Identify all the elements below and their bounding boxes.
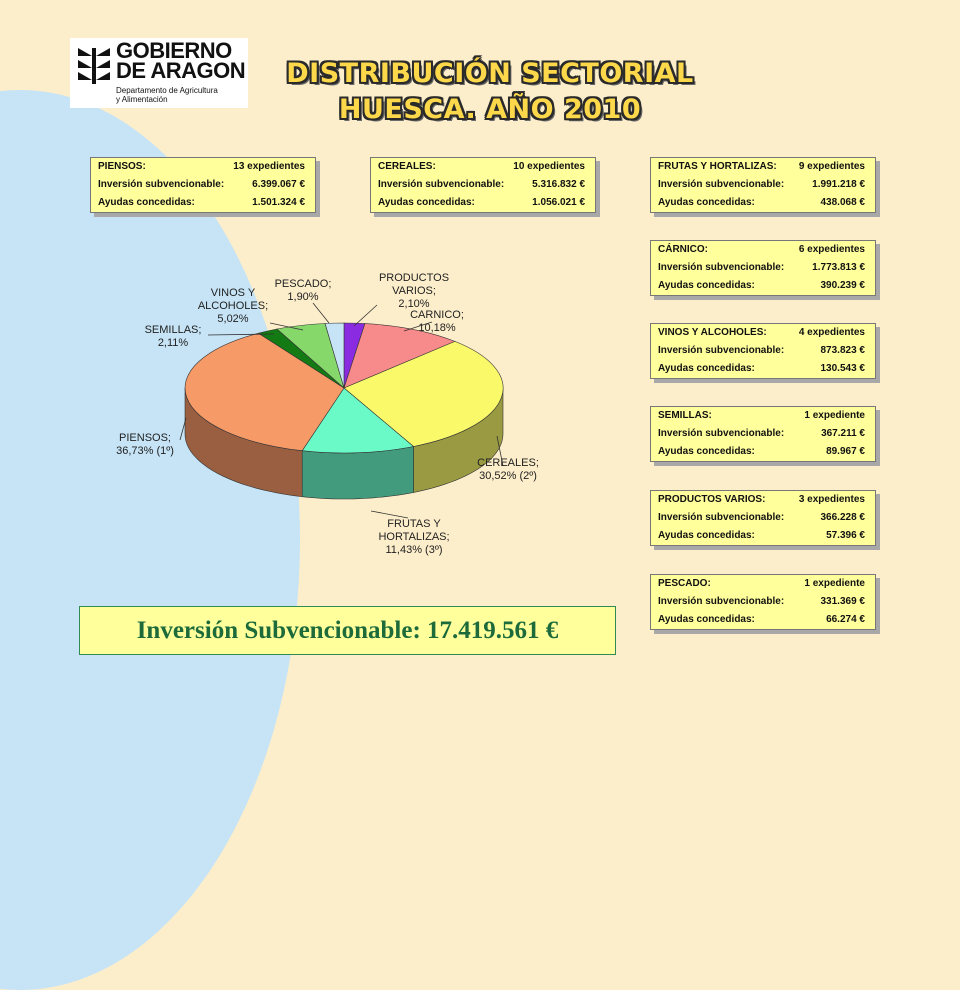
pie-leader-line-3: [371, 511, 408, 518]
card-inv-value: 366.228 €: [820, 512, 865, 523]
card-carnico: [650, 240, 876, 296]
logo-line-4: y Alimentación: [116, 95, 168, 104]
pie-label-line: CARNICO;: [410, 309, 464, 321]
pie-label-line: 2,11%: [157, 337, 189, 349]
pie-label-7: [275, 278, 332, 303]
pie-label-6: [198, 287, 268, 325]
card-aid-value: 66.274 €: [826, 614, 865, 625]
card-aid-value: 1.056.021 €: [532, 197, 585, 208]
card-name: PIENSOS:: [98, 161, 146, 172]
pie-label-line: CEREALES;: [477, 457, 539, 469]
pie-label-line: 30,52% (2º): [479, 470, 537, 482]
card-name: VINOS Y ALCOHOLES:: [658, 327, 767, 338]
pie-label-line: 10,18%: [418, 322, 456, 334]
card-count: 6 expedientes: [798, 244, 865, 255]
total-investment: Inversión Subvencionable: 17.419.561 €: [79, 606, 616, 655]
card-count: 9 expedientes: [798, 161, 865, 172]
logo-line-1: GOBIERNO: [116, 38, 232, 63]
pie-leader-line-7: [313, 303, 329, 323]
pie-leader-line-0: [354, 305, 377, 326]
card-aid-label: Ayudas concedidas:: [658, 197, 755, 208]
pie-label-line: FRUTAS Y: [387, 518, 441, 530]
card-aid-value: 390.239 €: [820, 280, 865, 291]
pie-label-4: [116, 432, 174, 457]
card-aid-label: Ayudas concedidas:: [658, 280, 755, 291]
pie-label-2: [477, 457, 539, 482]
card-aid-value: 438.068 €: [820, 197, 865, 208]
pie-label-line: PIENSOS;: [119, 432, 171, 444]
card-inv-label: Inversión subvencionable:: [658, 179, 785, 190]
pie-label-1: [410, 309, 464, 334]
card-vinos-alcoholes: [650, 323, 876, 379]
card-inv-value: 6.399.067 €: [252, 179, 305, 190]
pie-label-line: 5,02%: [217, 313, 249, 325]
pie-tops: [185, 323, 503, 453]
pie-label-5: [145, 324, 202, 349]
pie-label-line: HORTALIZAS;: [378, 531, 450, 543]
card-frutas-hortalizas: [650, 157, 876, 213]
card-count: 1 expediente: [804, 410, 865, 421]
pie-label-line: SEMILLAS;: [144, 324, 202, 336]
card-inv-label: Inversión subvencionable:: [658, 262, 785, 273]
card-inv-label: Inversión subvencionable:: [658, 596, 785, 607]
card-inv-label: Inversión subvencionable:: [98, 179, 225, 190]
card-count: 3 expedientes: [798, 494, 865, 505]
card-aid-label: Ayudas concedidas:: [658, 446, 755, 457]
aragon-logo-icon: [76, 44, 112, 88]
gobierno-aragon-logo: [70, 38, 248, 108]
card-inv-value: 5.316.832 €: [532, 179, 585, 190]
pie-label-line: 11,43% (3º): [385, 544, 443, 556]
pie-label-3: [378, 518, 449, 556]
card-aid-label: Ayudas concedidas:: [98, 197, 195, 208]
card-aid-value: 57.396 €: [826, 530, 865, 541]
card-count: 10 expedientes: [513, 161, 585, 172]
logo-line-3: Departamento de Agricultura: [116, 86, 218, 95]
pie-label-line: ALCOHOLES;: [197, 300, 269, 312]
card-aid-label: Ayudas concedidas:: [658, 363, 755, 374]
card-inv-value: 1.991.218 €: [812, 179, 865, 190]
card-aid-label: Ayudas concedidas:: [658, 530, 755, 541]
card-pescado: [650, 574, 876, 630]
card-piensos: [90, 157, 316, 213]
card-name: SEMILLAS:: [658, 410, 712, 421]
card-name: CEREALES:: [378, 161, 436, 172]
card-inv-value: 367.211 €: [821, 428, 865, 439]
card-aid-value: 1.501.324 €: [252, 197, 305, 208]
card-name: FRUTAS Y HORTALIZAS:: [658, 161, 777, 172]
card-cereales: [370, 157, 596, 213]
card-inv-label: Inversión subvencionable:: [378, 179, 505, 190]
pie-side-3: [302, 447, 413, 500]
card-aid-label: Ayudas concedidas:: [658, 614, 755, 625]
card-count: 4 expedientes: [798, 327, 865, 338]
page-title-line-2: HUESCA. AÑO 2010: [338, 94, 642, 125]
card-count: 13 expedientes: [233, 161, 305, 172]
card-productos-varios: [650, 490, 876, 546]
card-inv-label: Inversión subvencionable:: [658, 345, 785, 356]
pie-label-line: 2,10%: [398, 298, 430, 310]
pie-label-line: 1,90%: [287, 291, 319, 303]
card-aid-value: 130.543 €: [820, 363, 865, 374]
card-inv-value: 1.773.813 €: [812, 262, 865, 273]
card-name: PESCADO:: [658, 578, 711, 589]
card-aid-label: Ayudas concedidas:: [378, 197, 475, 208]
card-inv-label: Inversión subvencionable:: [658, 428, 785, 439]
card-inv-value: 331.369 €: [820, 596, 865, 607]
page-title-line-1: DISTRIBUCIÓN SECTORIAL: [286, 58, 694, 89]
logo-line-2: DE ARAGON: [116, 58, 246, 83]
card-count: 1 expediente: [804, 578, 865, 589]
card-semillas: [650, 406, 876, 462]
card-aid-value: 89.967 €: [826, 446, 865, 457]
pie-label-0: [379, 272, 449, 310]
pie-label-line: VINOS Y: [210, 287, 256, 299]
card-inv-value: 873.823 €: [820, 345, 865, 356]
pie-label-line: VARIOS;: [392, 285, 436, 297]
pie-label-line: PRODUCTOS: [378, 272, 450, 284]
pie-label-line: 36,73% (1º): [116, 445, 174, 457]
pie-label-line: PESCADO;: [274, 278, 332, 290]
card-name: CÁRNICO:: [658, 244, 708, 255]
card-name: PRODUCTOS VARIOS:: [658, 494, 766, 505]
card-inv-label: Inversión subvencionable:: [658, 512, 785, 523]
